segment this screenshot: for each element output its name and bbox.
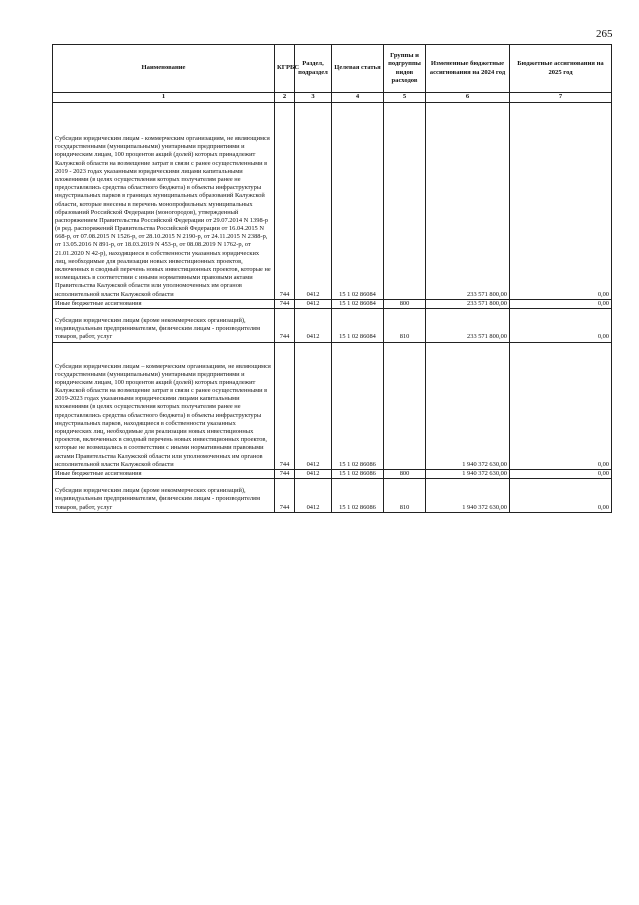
- column-number: 6: [426, 93, 510, 103]
- row-group: 810: [384, 479, 426, 513]
- row-kgrbs: 744: [275, 342, 295, 469]
- column-number: 2: [275, 93, 295, 103]
- row-kgrbs: 744: [275, 308, 295, 342]
- row-budget2025: 0,00: [510, 469, 612, 478]
- header-amended: Измененные бюджетные ассигнования на 2024 год: [426, 45, 510, 93]
- row-name: Иные бюджетные ассигнования: [53, 299, 275, 308]
- row-target: 15 1 02 86086: [332, 479, 384, 513]
- header-name: Наименование: [53, 45, 275, 93]
- table-row: [53, 103, 612, 300]
- header-kgrbs: КГРБС: [275, 45, 295, 93]
- row-group: 800: [384, 469, 426, 478]
- row-target: 15 1 02 86084: [332, 308, 384, 342]
- row-amended: 233 571 800,00: [426, 299, 510, 308]
- row-name: Субсидии юридическим лицам - коммерческим организациям, не являющимся государственными (муниципальными) унитарными предприятиями и юридическим лицам, 100 процентов акций (долей) которых принадлежит Калужской области на возмещение затрат в связи с ранее осуществленными в 2019 - 2023 годах указанными юридическими лицами капитальными вложениями (в целях осуществления которых получателям ранее не предоставлялись средства областного бюджета) в объекты инфраструктуры индустриальных парков в границах муниципальных образований Калужской области, которые внесены в перечень монопрофильных муниципальных образований Российской Федерации (моногородов), утвержденный распоряжением Правительства Российской Федерации от 29.07.2014 N 1398-р (в ред. распоряжений Правительства Российской Федерации от 16.04.2015 N 668-р, от 07.08.2015 N 1526-р, от 28.10.2015 N 2190-р, от 24.11.2015 N 2388-р, от 13.05.2016 N 891-р, от 18.03.2019 N 453-р, от 08.08.2019 N 1762-р, от 21.01.2020 N 42-р), находящиеся в собственности указанных юридических лиц, необходимые для реализации новых инвестиционных проектов, включенных в сводный перечень новых инвестиционных проектов, которые не возмещались в соответствии с иными нормативными правовыми актами Правительства Калужской области или уполномоченных им органов исполнительной власти Калужской области: [53, 103, 275, 300]
- header-budget2025: Бюджетные ассигнования на 2025 год: [510, 45, 612, 93]
- column-number-row: [53, 93, 612, 103]
- row-amended: 1 940 372 630,00: [426, 479, 510, 513]
- row-group: [384, 103, 426, 300]
- row-budget2025: 0,00: [510, 103, 612, 300]
- header-target: Целевая статья: [332, 45, 384, 93]
- row-budget2025: 0,00: [510, 342, 612, 469]
- row-kgrbs: 744: [275, 103, 295, 300]
- header-row: [53, 45, 612, 93]
- row-target: 15 1 02 86084: [332, 103, 384, 300]
- row-budget2025: 0,00: [510, 299, 612, 308]
- row-target: 15 1 02 86084: [332, 299, 384, 308]
- row-name: Субсидии юридическим лицам – коммерческим организациям, не являющимся государственными (муниципальными) унитарными предприятиями и юридическим лицам, 100 процентов акций (долей) которых принадлежит Калужской области на возмещение затрат в связи с ранее осуществленными в 2019-2023 годах указанными юридическими лицами капитальными вложениями (в целях осуществления которых получателям ранее не предоставлялись средства областного бюджета) в объекты инфраструктуры индустриальных парков, находящиеся в собственности указанных юридических лиц, необходимые для реализации новых инвестиционных проектов, включенных в сводный перечень новых инвестиционных проектов, которые не возмещались в соответствии с иными нормативными правовыми актами Правительства Калужской области или уполномоченных им органов исполнительной власти Калужской области: [53, 342, 275, 469]
- row-budget2025: 0,00: [510, 308, 612, 342]
- row-amended: 233 571 800,00: [426, 308, 510, 342]
- table-row: [53, 479, 612, 513]
- row-section: 0412: [295, 479, 332, 513]
- row-group: 800: [384, 299, 426, 308]
- row-name: Иные бюджетные ассигнования: [53, 469, 275, 478]
- table-row: [53, 308, 612, 342]
- row-kgrbs: 744: [275, 469, 295, 478]
- row-name: Субсидии юридическим лицам (кроме некоммерческих организаций), индивидуальным предпринимателям, физическим лицам - производителям товаров, работ, услуг: [53, 308, 275, 342]
- row-amended: 1 940 372 630,00: [426, 469, 510, 478]
- row-kgrbs: 744: [275, 479, 295, 513]
- row-section: 0412: [295, 299, 332, 308]
- row-budget2025: 0,00: [510, 479, 612, 513]
- column-number: 1: [53, 93, 275, 103]
- column-number: 4: [332, 93, 384, 103]
- row-name: Субсидии юридическим лицам (кроме некоммерческих организаций), индивидуальным предпринимателям, физическим лицам - производителям товаров, работ, услуг: [53, 479, 275, 513]
- column-number: 5: [384, 93, 426, 103]
- table-row: [53, 299, 612, 308]
- column-number: 7: [510, 93, 612, 103]
- row-target: 15 1 02 86086: [332, 342, 384, 469]
- row-group: 810: [384, 308, 426, 342]
- row-amended: 233 571 800,00: [426, 103, 510, 300]
- header-group: Группы и подгруппы видов расходов: [384, 45, 426, 93]
- budget-table: [52, 44, 612, 513]
- page-number: 265: [596, 28, 613, 40]
- table-row: [53, 469, 612, 478]
- row-amended: 1 940 372 630,00: [426, 342, 510, 469]
- row-group: [384, 342, 426, 469]
- column-number: 3: [295, 93, 332, 103]
- row-section: 0412: [295, 103, 332, 300]
- row-section: 0412: [295, 469, 332, 478]
- row-section: 0412: [295, 308, 332, 342]
- row-kgrbs: 744: [275, 299, 295, 308]
- row-target: 15 1 02 86086: [332, 469, 384, 478]
- table-row: [53, 342, 612, 469]
- header-section: Раздел, подраздел: [295, 45, 332, 93]
- row-section: 0412: [295, 342, 332, 469]
